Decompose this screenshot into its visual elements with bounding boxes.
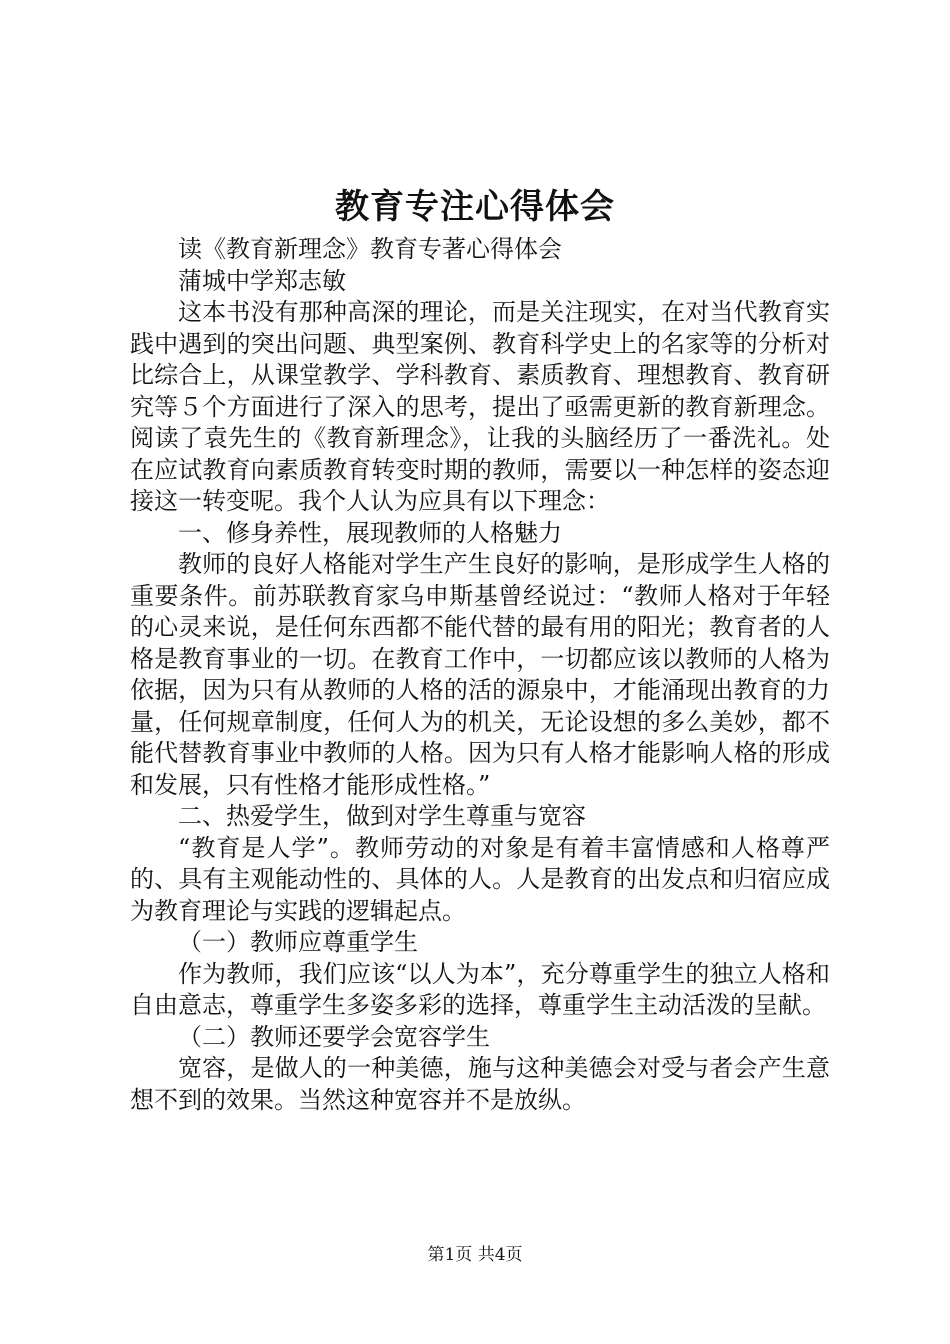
- subsection-2-paragraph: 宽容，是做人的一种美德，施与这种美德会对受与者会产生意想不到的效果。当然这种宽容并不是放纵。: [130, 1054, 830, 1114]
- subsection-1-heading: （一）教师应尊重学生: [178, 928, 418, 956]
- subsection-1-paragraph: 作为教师，我们应该“以人为本”，充分尊重学生的独立人格和自由意志，尊重学生多姿多彩的选择，尊重学生主动活泼的呈献。: [130, 959, 830, 1019]
- section-2-paragraph: “教育是人学”。教师劳动的对象是有着丰富情感和人格尊严的、具有主观能动性的、具体的人。人是教育的出发点和归宿应成为教育理论与实践的逻辑起点。: [130, 833, 830, 925]
- section-2-heading: 二、热爱学生，做到对学生尊重与宽容: [178, 802, 586, 830]
- section-1-paragraph: 教师的良好人格能对学生产生良好的影响，是形成学生人格的重要条件。前苏联教育家乌申斯基曾经说过：“教师人格对于年轻的心灵来说，是任何东西都不能代替的最有用的阳光；教育者的人格是教育事业的一切。在教育工作中，一切都应该以教师的人格为依据，因为只有从教师的人格的活的源泉中，才能涌现出教育的力量，任何规章制度，任何人为的机关，无论设想的多么美妙，都不能代替教育事业中教师的人格。因为只有人格才能影响人格的形成和发展，只有性格才能形成性格。”: [130, 550, 830, 799]
- document-title: 教育专注心得体会: [335, 187, 615, 227]
- subsection-2-heading: （二）教师还要学会宽容学生: [178, 1022, 490, 1051]
- document-subtitle: 读《教育新理念》教育专著心得体会: [178, 235, 562, 263]
- intro-paragraph: 这本书没有那种高深的理论，而是关注现实，在对当代教育实践中遇到的突出问题、典型案例、教育科学史上的名家等的分析对比综合上，从课堂教学、学科教育、素质教育、理想教育、教育研究等５个方面进行了深入的思考，提出了亟需更新的教育新理念。阅读了袁先生的《教育新理念》，让我的头脑经历了一番洗礼。处在应试教育向素质教育转变时期的教师，需要以一种怎样的姿态迎接这一转变呢。我个人认为应具有以下理念：: [130, 298, 830, 515]
- document-body: [130, 234, 830, 1116]
- document-author: 蒲城中学郑志敏: [178, 266, 346, 295]
- page-number-footer: 第1页 共4页: [427, 1245, 523, 1265]
- section-1-heading: 一、修身养性，展现教师的人格魅力: [178, 518, 562, 547]
